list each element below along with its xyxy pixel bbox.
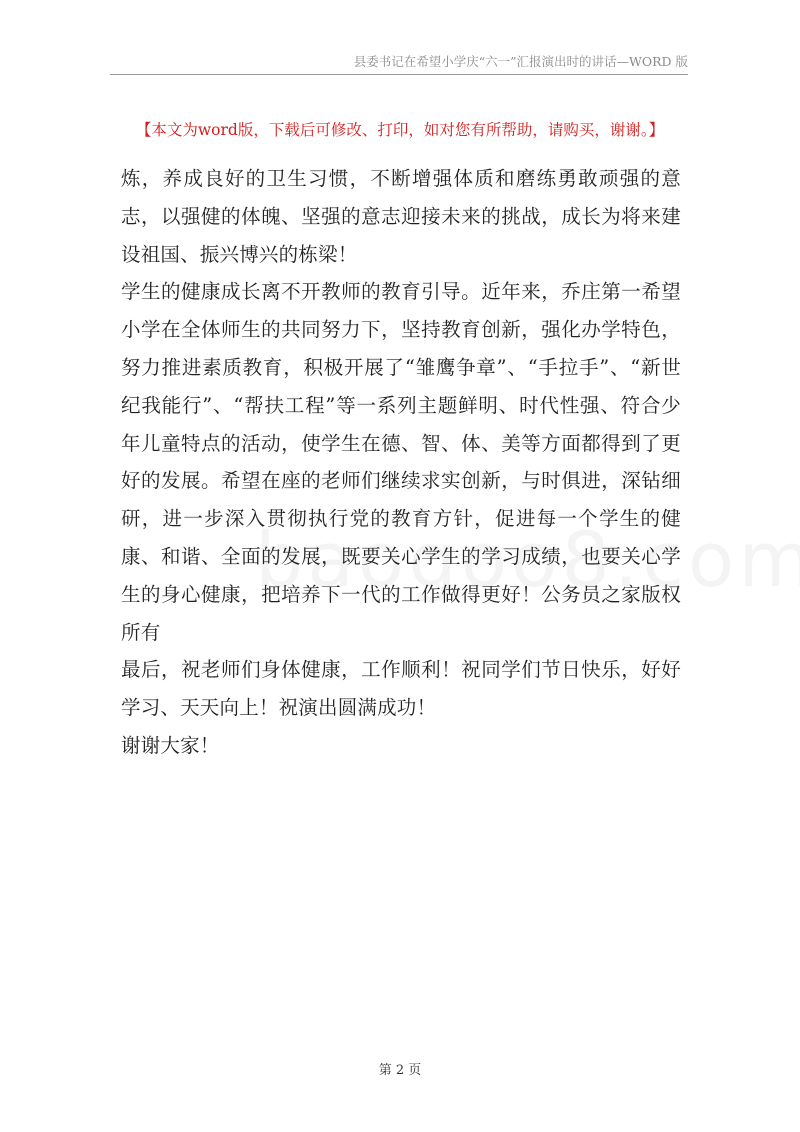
paragraph-4: 谢谢大家！ (121, 733, 220, 757)
download-notice: 【本文为word版，下载后可修改、打印，如对您有所帮助，请购买，谢谢。】 (135, 121, 665, 139)
paragraph-2: 学生的健康成长离不开教师的教育引导。近年来，乔庄第一希望小学在全体师生的共同努力下，坚持教育创新，强化办学特色，努力推进素质教育，积极开展了“雏鹰争章”、“手拉手”、“新世纪我能行”、“帮扶工程”等一系列主题鲜明、时代性强、符合少年儿童特点的活动，使学生在德、智、体、美等方面都得到了更好的发展。希望在座的老师们继续求实创新，与时俱进，深钻细研，进一步深入贯彻执行党的教育方针，促进每一个学生的健康、和谐、全面的发展，既要关心学生的学习成绩，也要关心学生的身心健康，把培养下一代的工作做得更好！公务员之家版权所有 (121, 280, 681, 644)
running-header: 县委书记在希望小学庆“六一”汇报演出时的讲话—WORD 版 (110, 52, 688, 75)
paragraph-1: 炼，养成良好的卫生习惯，不断增强体质和磨练勇敢顽强的意志，以强健的体魄、坚强的意志迎接未来的挑战，成长为将来建设祖国、振兴博兴的栋梁！ (121, 167, 681, 266)
document-body (121, 160, 681, 765)
paragraph-3: 最后，祝老师们身体健康，工作顺利！祝同学们节日快乐，好好学习、天天向上！祝演出圆满成功！ (121, 658, 681, 720)
page-number: 第 2 页 (378, 1063, 422, 1078)
